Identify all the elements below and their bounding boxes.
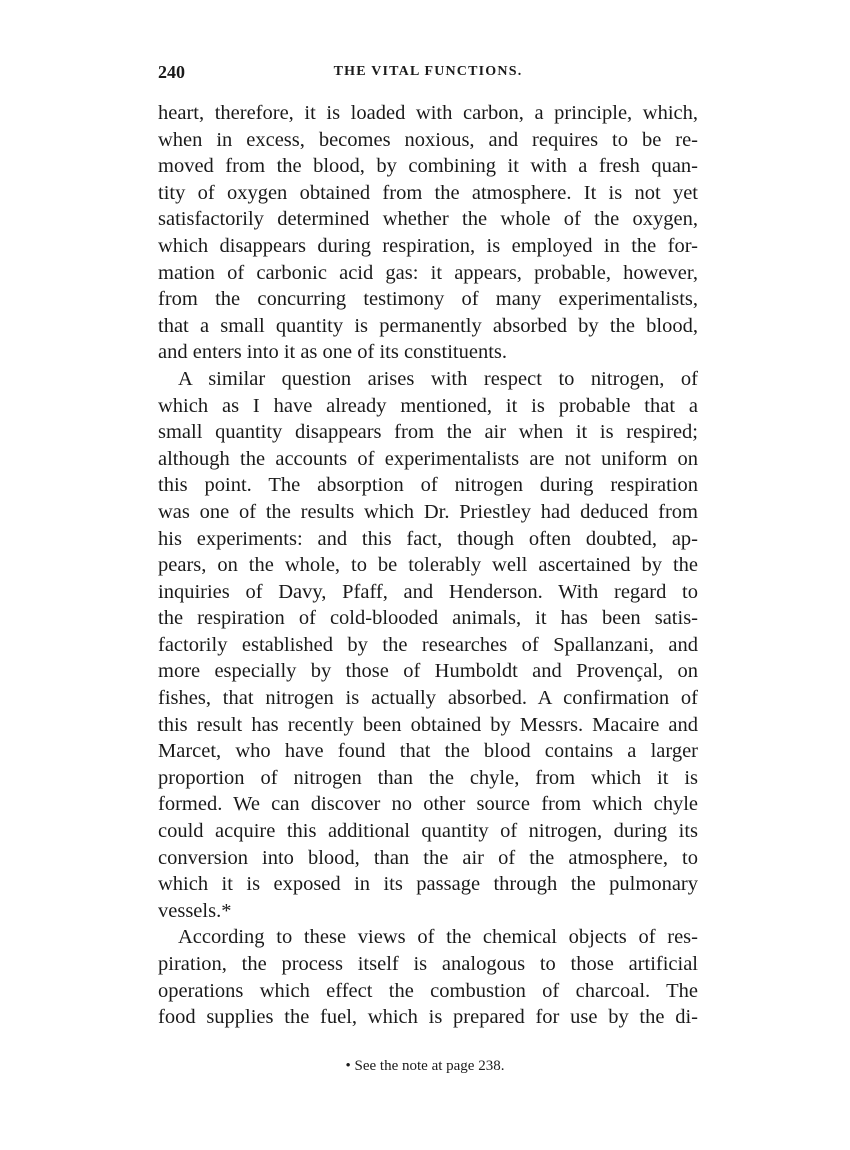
running-title: THE VITAL FUNCTIONS. [333, 64, 523, 79]
text-line: that a small quantity is permanently absorbed by the blood, [158, 314, 698, 337]
text-line: could acquire this additional quantity of nitrogen, during its [158, 820, 698, 843]
text-line: this point. The absorption of nitrogen during respiration [158, 474, 698, 497]
text-line: the respiration of cold-blooded animals, it has been satis- [158, 607, 698, 630]
footnote: • See the note at page 238. [345, 1058, 505, 1074]
text-line: tity of oxygen obtained from the atmosphere. It is not yet [158, 181, 698, 204]
text-line: which disappears during respiration, is employed in the for- [158, 234, 698, 257]
text-line: operations which effect the combustion of charcoal. The [158, 979, 698, 1002]
text-line: proportion of nitrogen than the chyle, from which it is [158, 766, 698, 789]
text-line: vessels.* [158, 899, 232, 922]
text-line: factorily established by the researches of Spallanzani, and [158, 633, 698, 656]
text-line: from the concurring testimony of many experimentalists, [158, 288, 698, 311]
text-line: moved from the blood, by combining it with a fresh quan- [158, 155, 698, 178]
text-line: which as I have already mentioned, it is probable that a [158, 394, 698, 417]
running-head [158, 62, 698, 88]
text-line: Marcet, who have found that the blood contains a larger [158, 740, 698, 763]
text-line: fishes, that nitrogen is actually absorbed. A confirmation of [158, 687, 698, 710]
text-line: which it is exposed in its passage through the pulmonary [158, 873, 698, 896]
text-line: conversion into blood, than the air of the atmosphere, to [158, 846, 698, 869]
text-line: small quantity disappears from the air when it is respired; [158, 421, 698, 444]
text-line: more especially by those of Humboldt and Provençal, on [158, 660, 698, 683]
text-line: and enters into it as one of its constituents. [158, 341, 508, 364]
body-text [158, 100, 698, 1031]
text-line: piration, the process itself is analogous to those artificial [158, 953, 698, 975]
text-line: formed. We can discover no other source from which chyle [158, 793, 698, 816]
text-line: According to these views of the chemical objects of res- [178, 926, 698, 949]
text-line: mation of carbonic acid gas: it appears, probable, however, [158, 261, 698, 284]
text-line: satisfactorily determined whether the whole of the oxygen, [158, 208, 698, 231]
text-line: heart, therefore, it is loaded with carbon, a principle, which, [158, 102, 698, 124]
text-line: this result has recently been obtained by Messrs. Macaire and [158, 713, 698, 736]
text-line: inquiries of Davy, Pfaff, and Henderson. With regard to [158, 580, 698, 603]
text-line: food supplies the fuel, which is prepared for use by the di- [158, 1006, 698, 1029]
page-number: 240 [158, 62, 185, 82]
text-line: when in excess, becomes noxious, and requires to be re- [158, 128, 698, 151]
text-line: his experiments: and this fact, though often doubted, ap- [158, 527, 698, 550]
text-line: A similar question arises with respect to nitrogen, of [178, 367, 698, 390]
text-line: although the accounts of experimentalists are not uniform on [158, 447, 698, 470]
text-line: was one of the results which Dr. Priestley had deduced from [158, 500, 698, 523]
text-line: pears, on the whole, to be tolerably well ascertained by the [158, 554, 698, 577]
